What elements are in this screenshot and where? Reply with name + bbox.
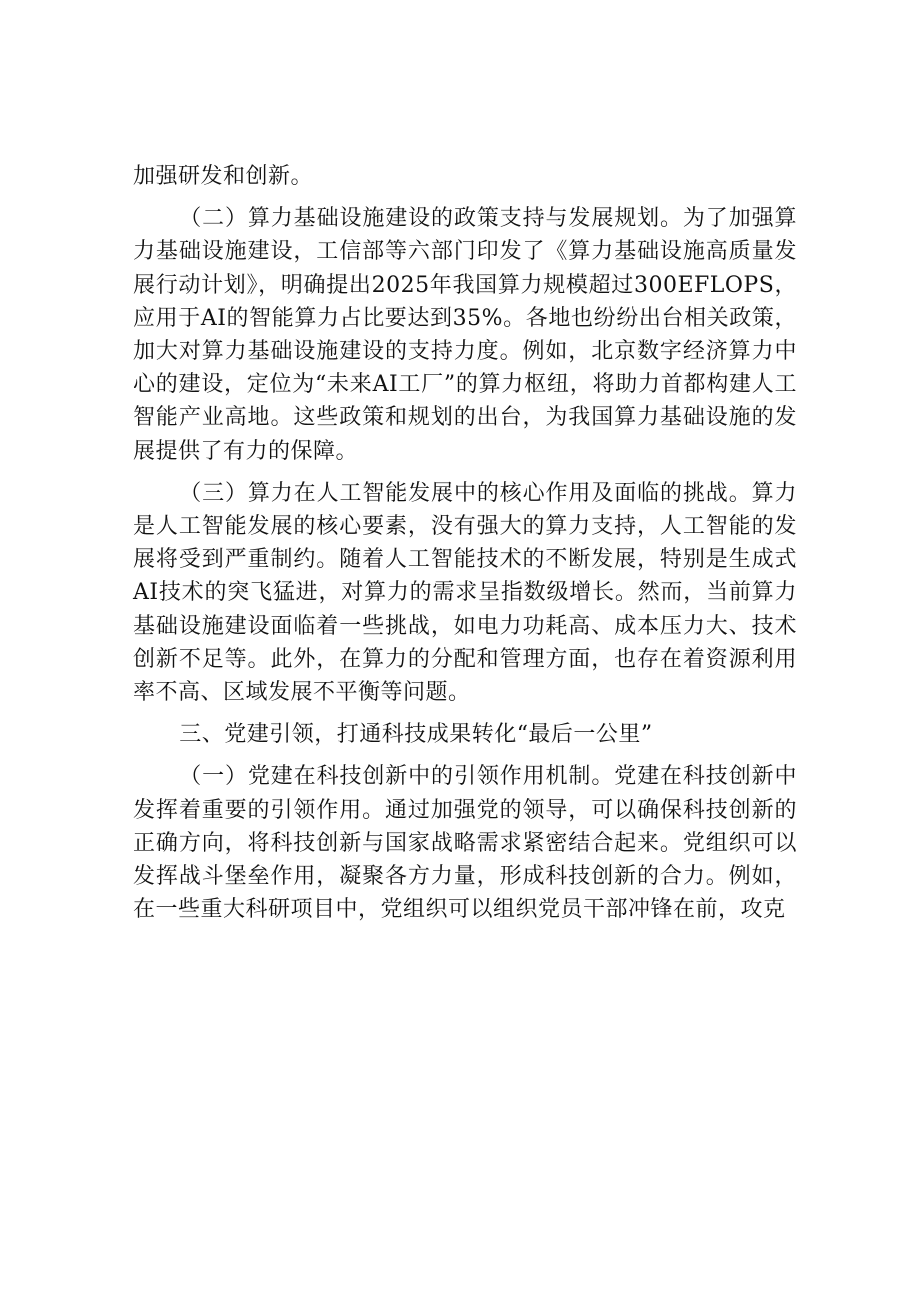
section-heading-party-building: 三、党建引领，打通科技成果转化“最后一公里” (179, 722, 653, 748)
document-page (133, 160, 797, 926)
paragraph-computing-role: （三）算力在人工智能发展中的核心作用及面临的挑战。算力是人工智能发展的核心要素，没有强大的算力支持，人工智能的发展将受到严重制约。随着人工智能技术的不断发展，特别是生成式AI技术的突飞猛进，对算力的需求呈指数级增长。然而，当前算力基础设施建设面临着一些挑战，如电力功耗高、成本压力大、技术创新不足等。此外，在算力的分配和管理方面，也存在着资源利用率不高、区域发展不平衡等问题。 (133, 480, 797, 706)
paragraph-continuation: 加强研发和创新。 (133, 164, 314, 189)
paragraph-computing-policy: （二）算力基础设施建设的政策支持与发展规划。为了加强算力基础设施建设，工信部等六部门印发了《算力基础设施高质量发展行动计划》，明确提出2025年我国算力规模超过300EFLOPS，应用于AI的智能算力占比要达到35%。各地也纷纷出台相关政策，加大对算力基础设施建设的支持力度。例如，北京数字经济算力中心的建设，定位为“未来AI工厂”的算力枢纽，将助力首都构建人工智能产业高地。这些政策和规划的出台，为我国算力基础设施的发展提供了有力的保障。 (133, 206, 797, 464)
paragraph-party-leadership: （一）党建在科技创新中的引领作用机制。党建在科技创新中发挥着重要的引领作用。通过加强党的领导，可以确保科技创新的正确方向，将科技创新与国家战略需求紧密结合起来。党组织可以发挥战斗堡垒作用，凝聚各方力量，形成科技创新的合力。例如，在一些重大科研项目中，党组织可以组织党员干部冲锋在前，攻克 (133, 764, 797, 923)
